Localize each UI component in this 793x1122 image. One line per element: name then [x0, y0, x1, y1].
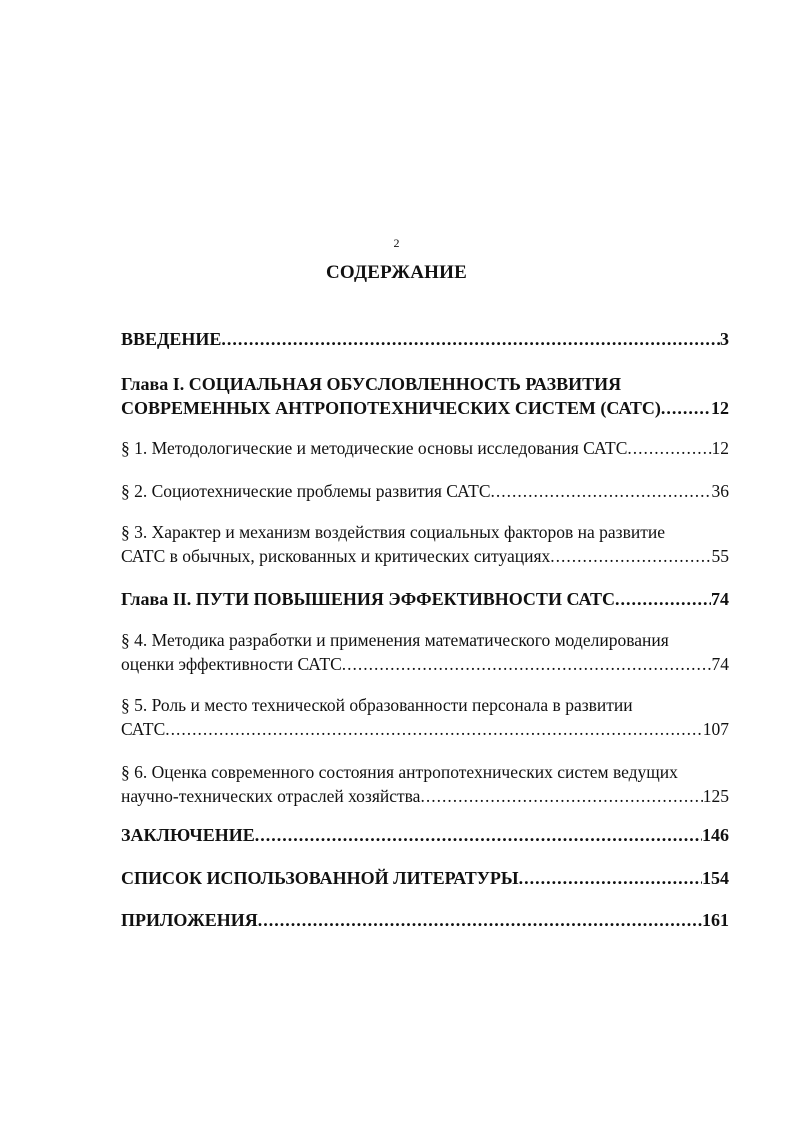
- dot-leader: [258, 908, 702, 932]
- dot-leader: [165, 717, 702, 741]
- toc-entry-page: 55: [711, 546, 729, 566]
- toc-entry-page: 146: [702, 825, 729, 845]
- toc-entry-page: 161: [702, 910, 729, 930]
- toc-entry-text-line1: § 4. Методика разработки и применения математического моделирования: [121, 630, 669, 650]
- toc-entry-page: 74: [711, 589, 729, 609]
- table-of-contents: [121, 0, 729, 1122]
- toc-entry-page: 3: [720, 329, 729, 349]
- toc-entry-text-line2: СОВРЕМЕННЫХ АНТРОПОТЕХНИЧЕСКИХ СИСТЕМ (САТС): [121, 398, 661, 418]
- toc-entry-section-4: [121, 628, 729, 676]
- toc-entry-chapter-1: [121, 372, 729, 420]
- toc-entry-conclusion: [121, 823, 729, 847]
- dot-leader: [550, 544, 711, 568]
- dot-leader: [661, 396, 711, 420]
- toc-entry-page: 74: [711, 654, 729, 674]
- toc-entry-intro: [121, 327, 729, 351]
- dot-leader: [221, 327, 720, 351]
- dot-leader: [491, 479, 712, 503]
- toc-entry-page: 12: [711, 398, 729, 418]
- toc-entry-text-line2: научно-технических отраслей хозяйства: [121, 786, 421, 806]
- toc-entry-page: 125: [702, 786, 729, 806]
- toc-entry-text-line1: Глава I. СОЦИАЛЬНАЯ ОБУСЛОВЛЕННОСТЬ РАЗВИТИЯ: [121, 374, 622, 394]
- dot-leader: [342, 652, 712, 676]
- toc-entry-text: ПРИЛОЖЕНИЯ: [121, 910, 258, 930]
- toc-entry-text: ЗАКЛЮЧЕНИЕ: [121, 825, 255, 845]
- dot-leader: [627, 436, 711, 460]
- toc-entry-text-line2: САТС в обычных, рискованных и критических ситуациях: [121, 546, 551, 566]
- toc-title: СОДЕРЖАНИЕ: [326, 262, 467, 283]
- toc-entry-page: 12: [711, 438, 729, 458]
- toc-entry-text: § 1. Методологические и методические основы исследования САТС: [121, 438, 628, 458]
- dot-leader: [519, 866, 702, 890]
- toc-entry-appendices: [121, 908, 729, 932]
- toc-entry-references: [121, 866, 729, 890]
- toc-entry-text: Глава II. ПУТИ ПОВЫШЕНИЯ ЭФФЕКТИВНОСТИ САТС: [121, 589, 615, 609]
- toc-entry-section-1: [121, 436, 729, 460]
- toc-entry-text-line2: оценки эффективности САТС: [121, 654, 342, 674]
- toc-entry-text-line1: § 5. Роль и место технической образованности персонала в развитии: [121, 695, 633, 715]
- dot-leader: [420, 784, 702, 808]
- page-number: 2: [393, 236, 400, 250]
- toc-entry-section-6: [121, 760, 729, 808]
- toc-entry-text: СПИСОК ИСПОЛЬЗОВАННОЙ ЛИТЕРАТУРЫ: [121, 868, 519, 888]
- toc-entry-text: ВВЕДЕНИЕ: [121, 329, 222, 349]
- toc-entry-section-5: [121, 693, 729, 741]
- toc-entry-text-line2: САТС: [121, 719, 166, 739]
- toc-entry-text-line1: § 3. Характер и механизм воздействия социальных факторов на развитие: [121, 522, 665, 542]
- toc-entry-page: 154: [702, 868, 729, 888]
- dot-leader: [615, 587, 711, 611]
- toc-entry-section-2: [121, 479, 729, 503]
- toc-entry-page: 36: [711, 481, 729, 501]
- toc-entry-page: 107: [702, 719, 729, 739]
- toc-entry-chapter-2: [121, 587, 729, 611]
- dot-leader: [255, 823, 702, 847]
- toc-entry-section-3: [121, 520, 729, 568]
- toc-entry-text-line1: § 6. Оценка современного состояния антропотехнических систем ведущих: [121, 762, 678, 782]
- toc-entry-text: § 2. Социотехнические проблемы развития САТС: [121, 481, 491, 501]
